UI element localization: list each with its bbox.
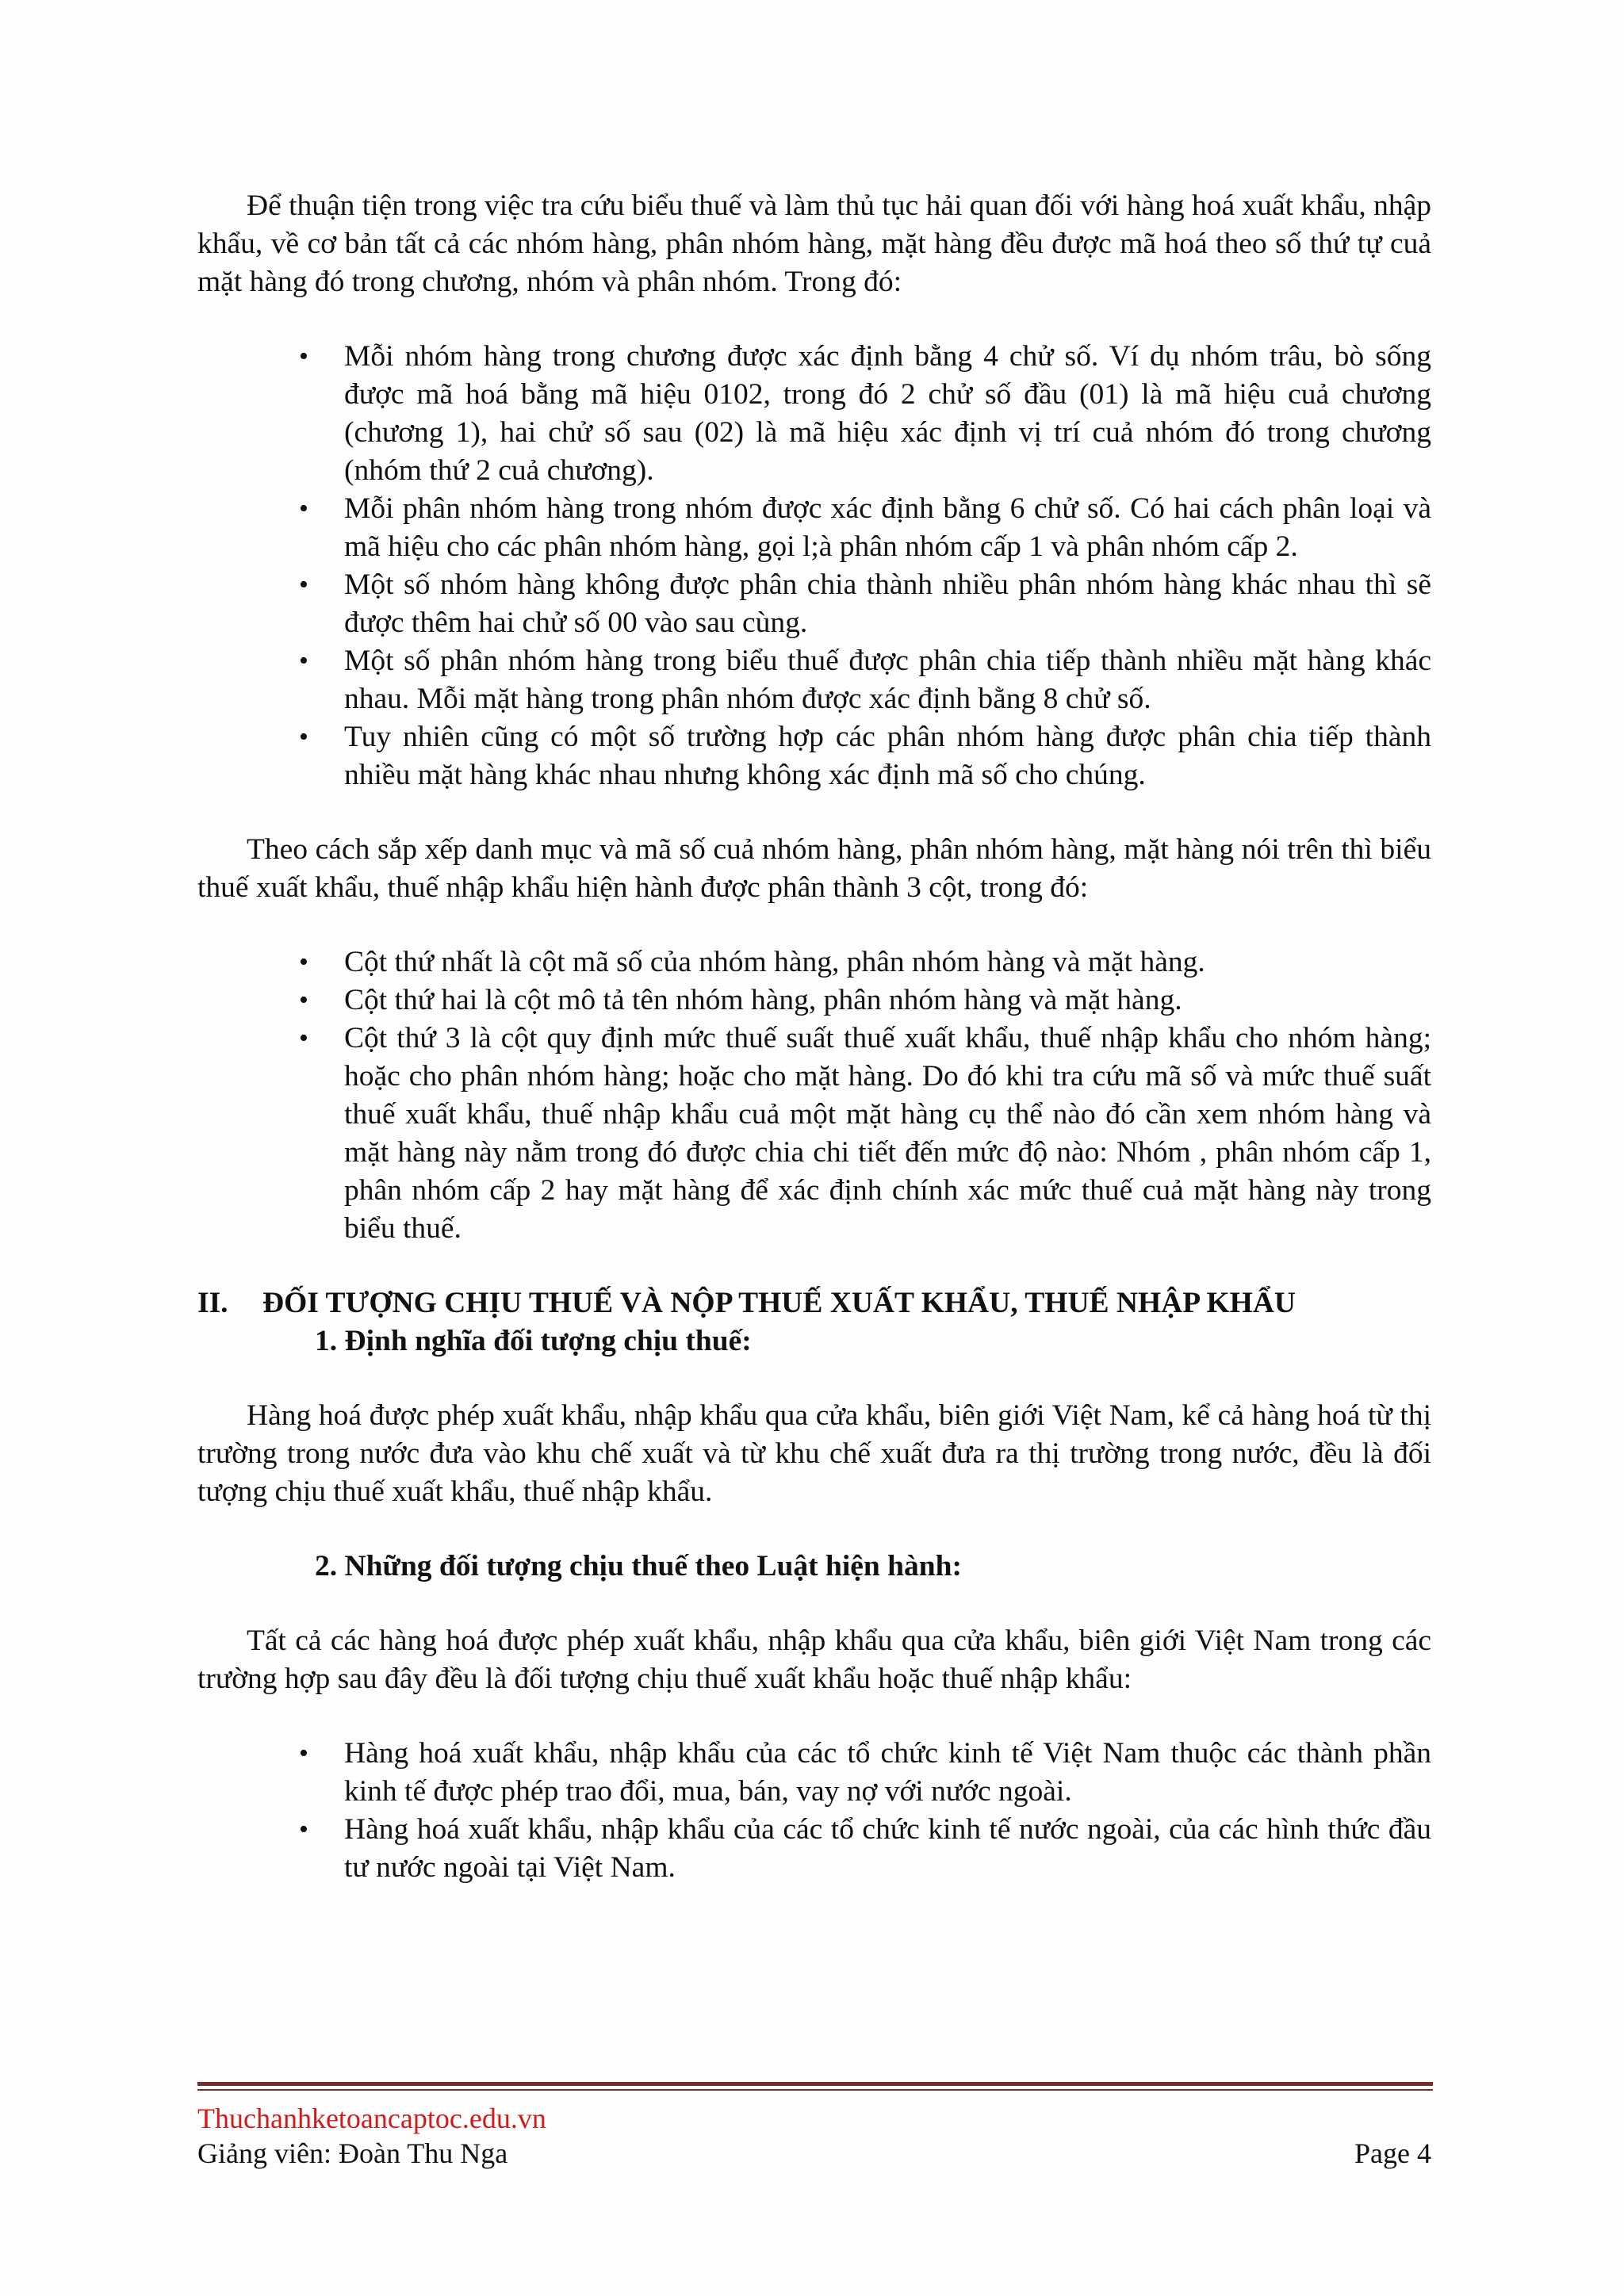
- footer-divider-thin: [197, 2089, 1433, 2091]
- list-item: • Một số phân nhóm hàng trong biểu thuế được phân chia tiếp thành nhiều mặt hàng khác nhau. Mỗi mặt hàng trong phân nhóm được xác định bằng 8 chử số.: [344, 642, 1431, 718]
- list-item: • Một số nhóm hàng không được phân chia thành nhiều phân nhóm hàng khác nhau thì sẽ được thêm hai chử số 00 vào sau cùng.: [344, 566, 1431, 642]
- footer-divider: [197, 2082, 1433, 2086]
- coding-bullet-list: [197, 338, 1431, 794]
- list-item: • Hàng hoá xuất khẩu, nhập khẩu của các tổ chức kinh tế nước ngoài, của các hình thức đầu tư nước ngoài tại Việt Nam.: [344, 1811, 1431, 1887]
- section-heading: [197, 1284, 1431, 1322]
- list-item: • Mỗi nhóm hàng trong chương được xác định bằng 4 chử số. Ví dụ nhóm trâu, bò sống được mã hoá bằng mã hiệu 0102, trong đó 2 chử số đầu (01) là mã hiệu cuả chương (chương 1), hai chử số sau (02) là mã hiệu xác định vị trí cuả nhóm đó trong chương (nhóm thứ 2 cuả chương).: [344, 338, 1431, 490]
- subsection-1-heading: 1. Định nghĩa đối tượng chịu thuế:: [315, 1325, 752, 1357]
- subsection-2-paragraph: Tất cả các hàng hoá được phép xuất khẩu, nhập khẩu qua cửa khẩu, biên giới Việt Nam trong các trường hợp sau đây đều là đối tượng chịu thuế xuất khẩu hoặc thuế nhập khẩu:: [197, 1624, 1431, 1695]
- footer-website: Thuchanhketoancaptoc.edu.vn: [197, 2103, 546, 2134]
- list-item: • Mỗi phân nhóm hàng trong nhóm được xác định bằng 6 chử số. Có hai cách phân loại và mã hiệu cho các phân nhóm hàng, gọi l;à phân nhóm cấp 1 và phân nhóm cấp 2.: [344, 490, 1431, 566]
- column-bullet-list: [197, 943, 1431, 1248]
- subsection-2-bullet-list: [197, 1735, 1431, 1887]
- footer-author: Giảng viên: Đoàn Thu Nga: [197, 2137, 508, 2169]
- list-item: • Hàng hoá xuất khẩu, nhập khẩu của các tổ chức kinh tế Việt Nam thuộc các thành phần kinh tế được phép trao đổi, mua, bán, vay nợ với nước ngoài.: [344, 1735, 1431, 1811]
- page-body: [197, 187, 1431, 1887]
- subsection-2-heading: 2. Những đối tượng chịu thuế theo Luật hiện hành:: [315, 1550, 962, 1582]
- columns-paragraph: Theo cách sắp xếp danh mục và mã số cuả nhóm hàng, phân nhóm hàng, mặt hàng nói trên thì biểu thuế xuất khẩu, thuế nhập khẩu hiện hành được phân thành 3 cột, trong đó:: [197, 833, 1431, 904]
- list-item: • Cột thứ hai là cột mô tả tên nhóm hàng, phân nhóm hàng và mặt hàng.: [344, 982, 1431, 1020]
- page-number: Page 4: [1354, 2137, 1431, 2169]
- list-item: • Tuy nhiên cũng có một số trường hợp các phân nhóm hàng được phân chia tiếp thành nhiều mặt hàng khác nhau nhưng không xác định mã số cho chúng.: [344, 718, 1431, 794]
- list-item: • Cột thứ nhất là cột mã số của nhóm hàng, phân nhóm hàng và mặt hàng.: [344, 943, 1431, 982]
- list-item: • Cột thứ 3 là cột quy định mức thuế suất thuế xuất khẩu, thuế nhập khẩu cho nhóm hàng; hoặc cho phân nhóm hàng; hoặc cho mặt hàng. Do đó khi tra cứu mã số và mức thuế suất thuế xuất khẩu, thuế nhập khẩu cuả một mặt hàng cụ thể nào đó cần xem nhóm hàng và mặt hàng này nằm trong đó được chia chi tiết đến mức độ nào: Nhóm , phân nhóm cấp 1, phân nhóm cấp 2 hay mặt hàng để xác định chính xác mức thuế cuả mặt hàng này trong biểu thuế.: [344, 1020, 1431, 1248]
- section-number: II.: [197, 1287, 228, 1319]
- intro-paragraph: Để thuận tiện trong việc tra cứu biểu thuế và làm thủ tục hải quan đối với hàng hoá xuất khẩu, nhập khẩu, về cơ bản tất cả các nhóm hàng, phân nhóm hàng, mặt hàng đều được mã hoá theo số thứ tự cuả mặt hàng đó trong chương, nhóm và phân nhóm. Trong đó:: [197, 189, 1431, 298]
- subsection-1-paragraph: Hàng hoá được phép xuất khẩu, nhập khẩu qua cửa khẩu, biên giới Việt Nam, kể cả hàng hoá từ thị trường trong nước đưa vào khu chế xuất và từ khu chế xuất đưa ra thị trường trong nước, đều là đối tượng chịu thuế xuất khẩu, thuế nhập khẩu.: [197, 1399, 1431, 1508]
- section-title: ĐỐI TƯỢNG CHỊU THUẾ VÀ NỘP THUẾ XUẤT KHẨU, THUẾ NHẬP KHẨU: [262, 1287, 1296, 1319]
